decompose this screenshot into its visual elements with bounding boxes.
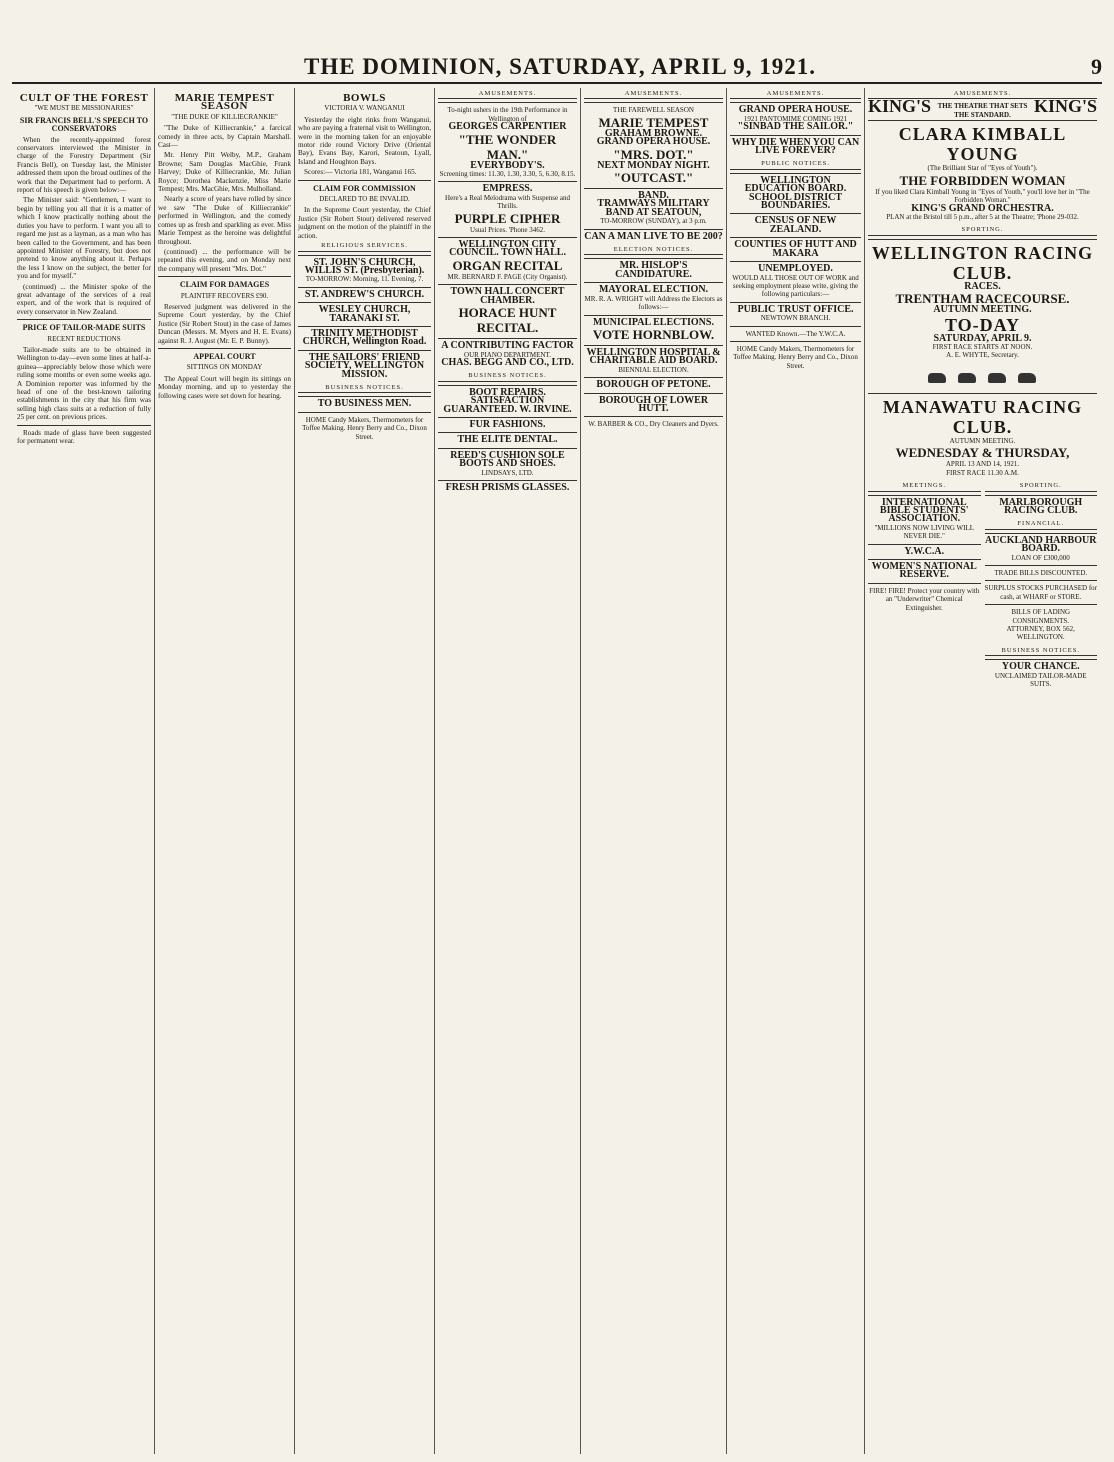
financial-notice — [985, 533, 1098, 565]
divider — [17, 319, 151, 320]
article-paragraph: The Appeal Court will begin its sittings on Monday morning, and up to yesterday the following cases were set down for hearing. — [158, 374, 291, 400]
church-name: THE SAILORS' FRIEND SOCIETY, WELLINGTON MISSION. — [304, 351, 425, 380]
theatre-slogan: THE THEATRE THAT SETS THE STANDARD. — [937, 102, 1028, 120]
lower-split — [868, 480, 1097, 691]
article-paragraph: Reserved judgment was delivered in the Supreme Court yesterday, by the Chief Justice (Sir Robert Stout) in the case of James Duncan (Messrs. M. Myers and H. E. Evans) against R. J. August (Mr. E. P. Bunny). — [158, 302, 291, 345]
amusement-ad — [438, 284, 577, 338]
article-paragraph: (continued) ... the performance will be repeated this evening, and on Monday next the company will present "Mrs. Dot." — [158, 247, 291, 273]
notice-text: TRADE BILLS DISCOUNTED. — [994, 568, 1088, 577]
ad-text: RACES. — [964, 280, 1001, 292]
article-headline: CLAIM FOR COMMISSION — [313, 183, 416, 193]
article-headline: APPEAL COURT — [193, 351, 256, 361]
divider — [298, 180, 431, 181]
notice-title: BOOT REPAIRS. SATISFACTION GUARANTEED. W. IRVINE. — [443, 386, 572, 415]
election-notice — [584, 393, 723, 417]
financial-notice — [985, 580, 1098, 604]
notice-title: UNEMPLOYED. — [758, 263, 833, 275]
article-paragraph: Scores:— Victoria 181, Wanganui 165. — [304, 168, 417, 177]
article-paragraph: "The Duke of Killiecrankie," a farcical comedy in three acts, by Captain Marshall. Cast— — [158, 124, 291, 150]
ad-title: NEXT MONDAY NIGHT. — [597, 159, 710, 171]
ad-title: MARIE TEMPEST — [598, 114, 709, 130]
article-headline: CLAIM FOR DAMAGES — [179, 280, 270, 290]
notice-text: "MILLIONS NOW LIVING WILL NEVER DIE." — [874, 523, 975, 541]
election-notice — [584, 258, 723, 282]
notice-text: UNCLAIMED TAILOR-MADE SUITS. — [994, 671, 1087, 688]
notice-text: HOME Candy Makers, Thermometers for Toffee Making. Henry Berry and Co., Dixon Street. — [302, 415, 427, 441]
racing-notice — [985, 495, 1098, 519]
notice-text: SURPLUS STOCKS PURCHASED for cash, at WHARF or STORE. — [984, 584, 1097, 601]
public-notice — [730, 302, 861, 326]
article-subheadline: "THE DUKE OF KILLIECRANKIE" — [171, 112, 278, 121]
article-paragraph: Yesterday the eight rinks from Wanganui, who are paying a fraternal visit to Wellington, were in the morning taken for an enjoyable motor ride round Victory Drive (Oriental Bay), Evans Bay, Karori, Seatoun, Lyall, Island and Houghton Bays. — [298, 115, 431, 166]
section-header: AMUSEMENTS. — [730, 90, 861, 99]
business-notice — [584, 416, 723, 431]
notice-text: WANTED Known.—The Y.W.C.A. — [745, 329, 846, 338]
article-headline: BOWLS — [343, 92, 386, 104]
notice-title: YOUR CHANCE. — [1001, 661, 1080, 673]
venue-name: TRENTHAM RACECOURSE. — [895, 291, 1070, 307]
article-subheadline: RECENT REDUCTIONS — [47, 334, 121, 343]
business-notice — [868, 583, 981, 615]
article-subheadline: PLAINTIFF RECOVERS £90. — [180, 291, 269, 300]
article-headline: CULT OF THE FOREST — [19, 92, 149, 104]
public-notice — [730, 261, 861, 302]
section-header: RELIGIOUS SERVICES. — [298, 242, 431, 251]
notice-text: LINDSAYS, LTD. — [481, 468, 534, 477]
club-name: WELLINGTON RACING CLUB. — [871, 242, 1094, 283]
film-ad — [868, 120, 1097, 224]
article-headline: PRICE OF TAILOR-MADE SUITS — [22, 323, 146, 333]
section-header: ELECTION NOTICES. — [584, 246, 723, 255]
theatre-name: KING'S — [868, 96, 932, 117]
ad-text: THE FAREWELL SEASON — [613, 106, 694, 115]
ad-title: WELLINGTON CITY COUNCIL. TOWN HALL. — [449, 239, 566, 259]
church-name: ST. JOHN'S CHURCH, WILLIS ST. (Presbyterian). — [304, 256, 425, 276]
church-name: TRINITY METHODIST CHURCH, Wellington Road. — [302, 327, 427, 348]
ad-text: FIRST RACE STARTS AT NOON. — [932, 343, 1033, 352]
notice-title: REED'S CUSHION SOLE BOOTS AND SHOES. — [450, 449, 565, 470]
notice-text: NEWTOWN BRANCH. — [760, 314, 831, 323]
section-header: BUSINESS NOTICES. — [985, 647, 1098, 656]
business-notice — [438, 417, 577, 432]
business-notice — [438, 448, 577, 480]
ad-title: TRAMWAYS MILITARY BAND AT SEATOUN, — [597, 198, 710, 218]
notice-title: WELLINGTON HOSPITAL & CHARITABLE AID BOARD. — [586, 346, 721, 367]
ad-title: GRAHAM BROWNE. — [604, 127, 703, 139]
ad-text: TO-MORROW (SUNDAY), at 3 p.m. — [600, 217, 707, 226]
public-notice — [730, 237, 861, 261]
article-paragraph: Nearly a score of years have rolled by since we saw "The Duke of Killiecrankie" performed in Wellington, and the comedy comes up as fresh and sparkling as ever. Miss Marie Tempest as the heroine was delightful throughout. — [158, 195, 291, 246]
notice-text: FIRE! FIRE! Protect your country with an "Underwriter" Chemical Extinguisher. — [869, 586, 980, 612]
column-6 — [726, 88, 864, 1454]
page-number: 9 — [1091, 54, 1102, 79]
business-notice — [298, 412, 431, 444]
article-headline: MARIE TEMPEST SEASON — [174, 92, 275, 113]
notice-title: BOROUGH OF PETONE. — [596, 379, 711, 391]
column-2 — [154, 88, 294, 1454]
masthead — [0, 0, 1114, 86]
section-header: AMUSEMENTS. — [868, 90, 1097, 99]
masthead-rule — [12, 82, 1102, 84]
notice-title: BOROUGH OF LOWER HUTT. — [598, 394, 709, 414]
ad-title: ORGAN RECITAL — [452, 257, 563, 273]
newspaper-title: THE DOMINION, SATURDAY, APRIL 9, 1921. — [304, 54, 816, 79]
church-notice — [298, 302, 431, 326]
ad-text: 1921 PANTOMIME COMING 1921 — [743, 114, 848, 123]
column-4 — [434, 88, 580, 1454]
ad-title: BAND. — [638, 190, 669, 202]
race-date: SATURDAY, APRIL 9. — [933, 332, 1032, 344]
divider — [158, 348, 291, 349]
ad-text: APRIL 13 AND 14, 1921. — [945, 460, 1020, 469]
column-3 — [294, 88, 434, 1454]
notice-text: ATTORNEY, BOX 562, WELLINGTON. — [1006, 624, 1075, 642]
ad-title: HORACE HUNT RECITAL. — [458, 305, 557, 336]
public-notice — [730, 213, 861, 237]
ad-title: "OUTCAST." — [613, 170, 694, 186]
article-paragraph: The Minister said: "Gentlemen, I want to begin by telling you all that it is a matter of which I know practically nothing about the duties you have to perform. I want you all to regard me just as a layman, as a man who has been called to the Government, and has been appointed Minister of Forestry, but does not pretend to know anything about it. Perhaps the less I know on the subject, the better for you and for myself." — [17, 196, 151, 281]
theatre-name: KING'S — [1033, 96, 1097, 117]
notice-title: AUCKLAND HARBOUR BOARD. — [985, 534, 1097, 555]
article-subheadline: "WE MUST BE MISSIONARIES" — [34, 104, 134, 113]
financial-notice — [985, 565, 1098, 580]
notice-title: INTERNATIONAL BIBLE STUDENTS' ASSOCIATION. — [879, 496, 969, 525]
divider — [17, 425, 151, 426]
amusement-ad — [584, 188, 723, 229]
section-header: FINANCIAL. — [985, 520, 1098, 529]
public-notice — [730, 326, 861, 341]
notice-text: WOULD ALL THOSE OUT OF WORK and seeking employment please write, giving the following particulars:— — [732, 273, 859, 299]
notice-title: VOTE HORNBLOW. — [592, 326, 715, 342]
amusement-ad — [438, 338, 577, 370]
amusement-ad — [584, 229, 723, 244]
article-paragraph: Mr. Henry Pitt Welby, M.P., Graham Browne; Sam Douglas MacGhie, Frank Harvey; Duke of Killiecrankie, Mr. Julian Royce; Dorothea Mackenzie, Miss Marie Tempest; Mrs. MacGhie, Mrs. Mulholland. — [158, 151, 291, 194]
ad-text: FIRST RACE 11.30 A.M. — [946, 468, 1019, 477]
notice-title: Y.W.C.A. — [904, 545, 945, 557]
business-notice — [438, 385, 577, 417]
racing-ad — [868, 239, 1097, 363]
meeting-notice — [868, 559, 981, 583]
notice-text: LOAN OF £300,000 — [1011, 553, 1070, 562]
orchestra: KING'S GRAND ORCHESTRA. — [911, 202, 1054, 214]
notice-text: BIENNIAL ELECTION. — [618, 365, 689, 374]
section-header: BUSINESS NOTICES. — [298, 384, 431, 393]
article-subheadline: SITTINGS ON MONDAY — [186, 363, 263, 372]
ad-title: "SINBAD THE SAILOR." — [737, 121, 854, 133]
lower-right — [985, 480, 1098, 691]
race-day: TO-DAY — [944, 314, 1021, 335]
ad-text: OUR PIANO DEPARTMENT. — [464, 350, 551, 359]
business-notice — [730, 341, 861, 373]
business-notice — [298, 396, 431, 411]
column-5 — [580, 88, 726, 1454]
article-paragraph: In the Supreme Court yesterday, the Chief Justice (Sir Robert Stout) delivered reserved judgment on the motion of the plaintiff in the action. — [298, 206, 431, 240]
notice-text: HOME Candy Makers, Thermometers for Toffee Making. Henry Berry and Co., Dixon Street. — [733, 344, 858, 370]
article-paragraph: Tailor-made suits are to be obtained in Wellington to-day—even some lines at half-a-guinea—appreciably below those which were ruling some months or even some weeks ago. A Dominion reporter was informed by the head of one of the best-known tailoring establishments in the city that his firm was selling high class suits at a reduction of fully 25 per cent. on previous prices. — [17, 345, 151, 422]
notice-title: THE ELITE DENTAL. — [457, 434, 558, 446]
ad-venue: EMPRESS. — [482, 183, 533, 195]
ad-text: PLAN at the Bristol till 5 p.m., after 5 at the Theatre; 'Phone 29-032. — [886, 213, 1079, 222]
amusement-ad — [438, 181, 577, 237]
article-paragraph: When the recently-appointed forest conservators interviewed the Minister in charge of the Forestry Department (Sir Francis Bell), on Tuesday last, the Minister addressed them upon the broad outlines of the work that the Department had to perform. A report of his speech is given below:— — [17, 135, 151, 195]
meeting-notice — [868, 495, 981, 544]
column-1 — [14, 88, 154, 1454]
notice-title: MUNICIPAL ELECTIONS. — [593, 316, 714, 328]
notice-title: MARLBOROUGH RACING CLUB. — [999, 496, 1083, 516]
column-7 — [864, 88, 1100, 1454]
election-notice — [584, 377, 723, 392]
article-deck: SIR FRANCIS BELL'S SPEECH TO CONSERVATORS — [19, 115, 149, 134]
notice-title: MR. HISLOP'S CANDIDATURE. — [615, 260, 692, 280]
star-name: CLARA KIMBALL YOUNG — [898, 124, 1067, 165]
section-header: SPORTING. — [868, 226, 1097, 235]
notice-title: PUBLIC TRUST OFFICE. — [737, 303, 854, 315]
notice-title: TO BUSINESS MEN. — [317, 398, 412, 410]
ad-text: AUTUMN MEETING. — [949, 436, 1016, 445]
club-name: MANAWATU RACING CLUB. — [882, 396, 1083, 437]
church-notice — [298, 326, 431, 350]
ad-text: A. E. WHYTE, Secretary. — [946, 351, 1019, 360]
ad-venue: GRAND OPERA HOUSE. — [596, 136, 711, 148]
notice-title: MAYORAL ELECTION. — [598, 284, 709, 296]
divider — [158, 276, 291, 277]
business-notice — [438, 480, 577, 495]
election-notice — [584, 282, 723, 314]
article-subheadline: DECLARED TO BE INVALID. — [319, 195, 410, 204]
ad-title: WHY DIE WHEN YOU CAN LIVE FOREVER? — [731, 136, 860, 157]
ad-text: Here's a Real Melodrama with Suspense and Thrills. — [445, 193, 570, 211]
section-header: AMUSEMENTS. — [438, 90, 577, 99]
amusement-ad — [730, 135, 861, 159]
ad-text: Screening times: 11.30, 1.30, 3.30, 5, 6.30, 8.15. — [439, 170, 576, 179]
race-date: WEDNESDAY & THURSDAY, — [895, 445, 1070, 461]
notice-title: COUNTIES OF HUTT AND MAKARA — [734, 239, 857, 259]
ad-text: (The Brilliant Star of "Eyes of Youth"). — [927, 164, 1038, 173]
ad-text: AUTUMN MEETING. — [933, 304, 1032, 316]
church-name: WESLEY CHURCH, TARANAKI ST. — [318, 304, 411, 324]
section-header: MEETINGS. — [868, 482, 981, 491]
section-header: PUBLIC NOTICES. — [730, 160, 861, 169]
meeting-notice — [868, 544, 981, 559]
ad-title: GEORGES CARPENTIER — [448, 121, 567, 133]
notice-text: W. BARBER & CO., Dry Cleaners and Dyers. — [588, 420, 719, 429]
church-notice — [298, 350, 431, 382]
section-header: BUSINESS NOTICES. — [438, 372, 577, 381]
ad-venue: GRAND OPERA HOUSE. — [738, 104, 853, 116]
notice-title: FUR FASHIONS. — [469, 418, 546, 430]
ad-title: CAN A MAN LIVE TO BE 200? — [584, 230, 723, 242]
notice-text: BILLS OF LADING CONSIGNMENTS. — [1011, 608, 1071, 625]
ad-title: "MRS. DOT." — [613, 146, 694, 162]
section-header: AMUSEMENTS. — [584, 90, 723, 99]
financial-notice — [985, 604, 1098, 645]
notice-title: FRESH PRISMS GLASSES. — [445, 481, 570, 493]
article-paragraph: (continued) ... the Minister spoke of the great advantage of the services of a real expert, and of the work that is required of every conservator in New Zealand. — [17, 282, 151, 316]
notice-title: WELLINGTON EDUCATION BOARD. SCHOOL DISTRICT BOUNDARIES. — [744, 174, 847, 212]
church-notice — [298, 255, 431, 287]
notice-title: CENSUS OF NEW ZEALAND. — [754, 215, 837, 235]
article-subheadline: VICTORIA V. WANGANUI — [324, 104, 405, 113]
ad-venue: EVERYBODY'S. — [470, 159, 545, 171]
ad-title: CHAS. BEGG AND CO., LTD. — [441, 356, 574, 368]
lower-left — [868, 480, 981, 691]
article-paragraph: Roads made of glass have been suggested for permanent wear. — [17, 428, 151, 446]
amusement-ad — [438, 237, 577, 284]
public-notice — [730, 173, 861, 214]
kings-theatre-banner — [868, 96, 1097, 120]
ad-title: TOWN HALL CONCERT CHAMBER. — [450, 286, 565, 306]
election-notice — [584, 315, 723, 345]
business-notice — [985, 659, 1098, 691]
election-notice — [584, 345, 723, 377]
ad-title: A CONTRIBUTING FACTOR — [441, 340, 574, 352]
notice-title: WOMEN'S NATIONAL RESERVE. — [871, 560, 977, 581]
church-name: ST. ANDREW'S CHURCH. — [304, 288, 425, 300]
ad-text: To-night ushers in the 19th Performance in Wellington of — [447, 106, 568, 123]
amusement-ad — [438, 102, 577, 181]
amusement-ad — [584, 102, 723, 188]
racehorses-illustration — [868, 367, 1097, 389]
amusement-ad — [730, 102, 861, 134]
racing-ad — [868, 393, 1097, 480]
business-notice — [438, 432, 577, 447]
service-times: TO-MORROW: Morning, 11. Evening, 7. — [305, 275, 424, 284]
ad-title: "THE WONDER MAN." — [458, 131, 557, 162]
notice-text: MR. R. A. WRIGHT will Address the Electors as follows:— — [584, 294, 723, 312]
ad-text: If you liked Clara Kimball Young in "Eyes of Youth," you'll love her in "The Forbidden Woman." — [875, 187, 1090, 205]
church-notice — [298, 287, 431, 302]
film-title: THE FORBIDDEN WOMAN — [899, 172, 1066, 188]
ad-text: MR. BERNARD F. PAGE (City Organist). — [447, 272, 568, 281]
section-header: SPORTING. — [985, 482, 1098, 491]
ad-text: Usual Prices. 'Phone 3462. — [470, 225, 545, 234]
ad-title: PURPLE CIPHER — [454, 210, 561, 226]
